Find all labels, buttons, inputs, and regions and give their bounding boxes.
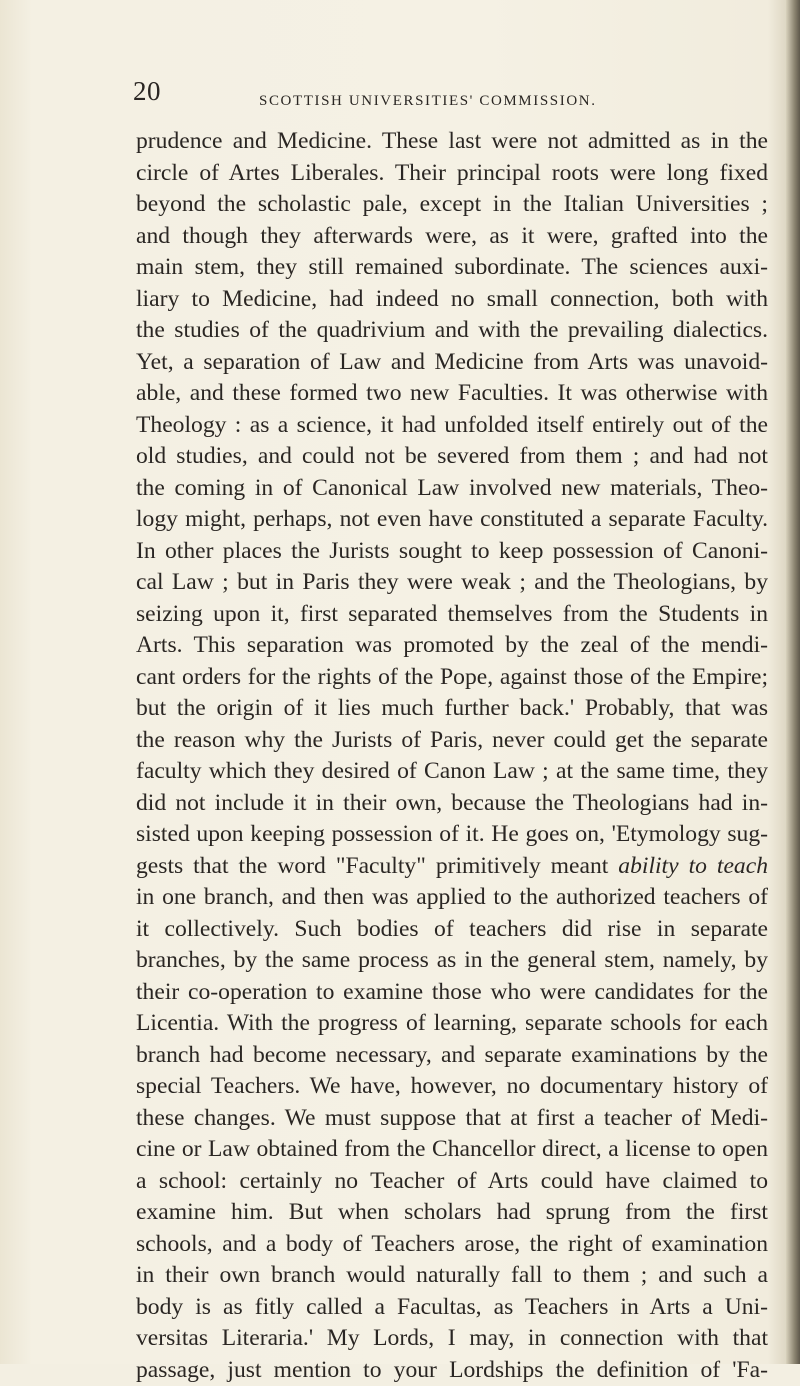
text-line: old studies, and could not be severed from them ; and had not [136, 441, 768, 473]
text-line: the studies of the quadrivium and with the prevailing dialectics. [136, 315, 768, 347]
text-line: able, and these formed two new Faculties. It was otherwise with [136, 378, 768, 410]
text-line: and though they afterwards were, as it were, grafted into the [136, 221, 768, 253]
text-line: In other places the Jurists sought to keep possession of Canoni- [136, 536, 768, 568]
text-line: branch had become necessary, and separate examinations by the [136, 1040, 768, 1072]
page-edge-shadow [786, 0, 800, 1364]
text-line: beyond the scholastic pale, except in the Italian Universities ; [136, 189, 768, 221]
text-line: liary to Medicine, had indeed no small connection, both with [136, 284, 768, 316]
text-line: Theology : as a science, it had unfolded itself entirely out of the [136, 410, 768, 442]
text-line: faculty which they desired of Canon Law ; at the same time, they [136, 756, 768, 788]
text-line: it collectively. Such bodies of teachers did rise in separate [136, 914, 768, 946]
text-line: branches, by the same process as in the general stem, namely, by [136, 945, 768, 977]
text-line: Licentia. With the progress of learning, separate schools for each [136, 1008, 768, 1040]
text-line: their co-operation to examine those who were candidates for the [136, 977, 768, 1009]
text-line: but the origin of it lies much further back.' Probably, that was [136, 693, 768, 725]
text-line: special Teachers. We have, however, no documentary history of [136, 1071, 768, 1103]
page-header [133, 76, 773, 110]
text-line: versitas Literaria.' My Lords, I may, in connection with that [136, 1323, 768, 1355]
text-line: schools, and a body of Teachers arose, the right of examination [136, 1229, 768, 1261]
text-line: Arts. This separation was promoted by the zeal of the mendi- [136, 630, 768, 662]
text-line: body is as fitly called a Facultas, as Teachers in Arts a Uni- [136, 1292, 768, 1324]
text-line: Yet, a separation of Law and Medicine from Arts was unavoid- [136, 347, 768, 379]
text-line: examine him. But when scholars had sprung from the first [136, 1197, 768, 1229]
text-line: main stem, they still remained subordinate. The sciences auxi- [136, 252, 768, 284]
text-line: a school: certainly no Teacher of Arts could have claimed to [136, 1166, 768, 1198]
body-text [136, 126, 768, 1386]
page-number: 20 [133, 76, 161, 107]
text-line: did not include it in their own, because the Theologians had in- [136, 788, 768, 820]
text-line: these changes. We must suppose that at first a teacher of Medi- [136, 1103, 768, 1135]
text-line: cant orders for the rights of the Pope, against those of the Empire; [136, 662, 768, 694]
text-line: passage, just mention to your Lordships the definition of 'Fa- [136, 1355, 768, 1386]
text-line: cal Law ; but in Paris they were weak ; and the Theologians, by [136, 567, 768, 599]
running-head: scottish universities' commission. [259, 86, 597, 111]
text-line-lead: gests that the word "Faculty" primitively meant [136, 853, 618, 879]
text-line: seizing upon it, first separated themselves from the Students in [136, 599, 768, 631]
text-line: the coming in of Canonical Law involved new materials, Theo- [136, 473, 768, 505]
text-line: cine or Law obtained from the Chancellor direct, a license to open [136, 1134, 768, 1166]
text-line: in one branch, and then was applied to the authorized teachers of [136, 882, 768, 914]
text-line: prudence and Medicine. These last were not admitted as in the [136, 126, 768, 158]
text-line: logy might, perhaps, not even have constituted a separate Faculty. [136, 504, 768, 536]
text-line: in their own branch would naturally fall to them ; and such a [136, 1260, 768, 1292]
text-line: sisted upon keeping possession of it. He goes on, 'Etymology sug- [136, 819, 768, 851]
text-line: circle of Artes Liberales. Their principal roots were long fixed [136, 158, 768, 190]
text-line-with-italic [136, 851, 768, 883]
italic-phrase: ability to teach [618, 853, 768, 879]
text-line: the reason why the Jurists of Paris, never could get the separate [136, 725, 768, 757]
